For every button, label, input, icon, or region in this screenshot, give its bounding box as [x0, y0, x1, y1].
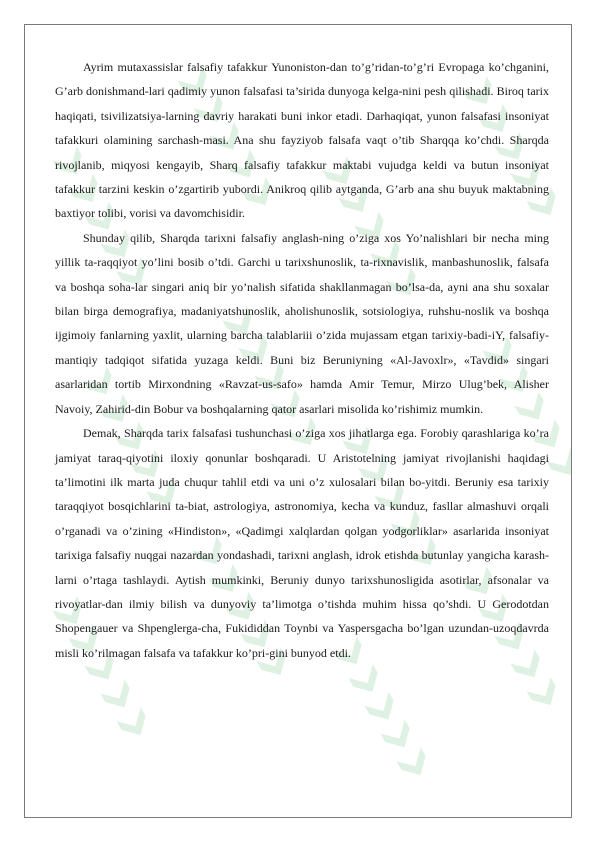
document-body: [55, 55, 549, 665]
paragraph-1: Ayrim mutaxassislar falsafiy tafakkur Yunoniston-dan to’g’ridan-to’g’ri Evropaga ko’chganini, G’arb donishmand-lari qadimiy yunon falsafasi ta’sirida dunyoga kelga-nini pesh qilishadi. Biroq tarix haqiqati, tsivilizatsiya-larning davriy harakati buni inkor etadi. Darhaqiqat, yunon falsafasi insoniyat tafakkuri olamining sarchash-masi. Ana shu fayziyob falsafa vaqt o’tib Sharqqa ko’chdi. Sharqda rivojlanib, miqyosi kengayib, Sharq falsafiy tafakkur maktabi vujudga keldi va butun insoniyat tafakkur tarzini keskin o’zgartirib yubordi. Anikroq qilib aytganda, G’arb ana shu buyuk maktabning baxtiyor tolibi, vorisi va davomchisidir.: [55, 60, 549, 221]
paragraph-3: Demak, Sharqda tarix falsafasi tushunchasi o’ziga xos jihatlarga ega. Forobiy qarashlariga ko’ra jamiyat taraq-qiyotini iloxiy qonunlar boshqaradi. U Aristotelning jamiyat rivojlanishi haqidagi ta’limotini ilk marta juda chuqur tahlil etdi va uni o’z xulosalari bilan bo-yitdi. Beruniy esa tarixiy taraqqiyot bosqichlarini ta-biat, astrologiya, astronomiya, kecha va kunduz, fasllar almashuvi orqali o’rganadi va o’zining «Hindiston», «Qadimgi xalqlardan qolgan yodgorliklar» asarlarida insoniyat tarixiga falsafiy nuqgai nazardan yondashadi, tarixni anglash, idrok etishda butunlay yangicha karash-larni o’rtaga tashlaydi. Aytish mumkinki, Beruniy dunyo tarixshunosligida asotirlar, afsonalar va rivoyatlar-dan ilmiy bilish va dunyoviy ta’limotga o’tishda muhim hissa qo’shdi. U Gerodotdan Shopengauer va Shpenglerga-cha, Fukididdan Toynbi va Yaspersgacha bo’lgan uzundan-uzoqdavrda misli ko’rilmagan falsafa va tafakkur ko’pri-gini bunyod etdi.: [55, 426, 549, 660]
page-frame: [24, 24, 572, 818]
paragraph-2: Shunday qilib, Sharqda tarixni falsafiy anglash-ning o’ziga xos Yo’nalishlari bir necha ming yillik ta-raqqiyot yo’lini bosib o’tdi. Garchi u tarixshunoslik, ta-rixnavislik, manbashunoslik, falsafa va boshqa soha-lar singari aniq bir yo’nalish sifatida shakllanmagan bo’lsa-da, ayni ana shu soxalar bilan birga demografiya, madaniyatshunoslik, aholishunoslik, sotsiologiya, ruhshu-noslik va boshqa ijgimoiy fanlarning yaxlit, ularning barcha talablariii o’zida mujassam etgan tarixiy-badi-iY, falsafiy-mantiqiy tadqiqot sifatida yuzaga keldi. Buni biz Beruniyning «Al-Javoxlr», «Tavdid» singari asarlaridan tortib Mirxondning «Ravzat-us-safo» hamda Amir Temur, Mirzo Ulug’bek, Alisher Navoiy, Zahirid-din Bobur va boshqalarning qator asarlari misolida ko’rishimiz mumkin.: [55, 230, 549, 416]
